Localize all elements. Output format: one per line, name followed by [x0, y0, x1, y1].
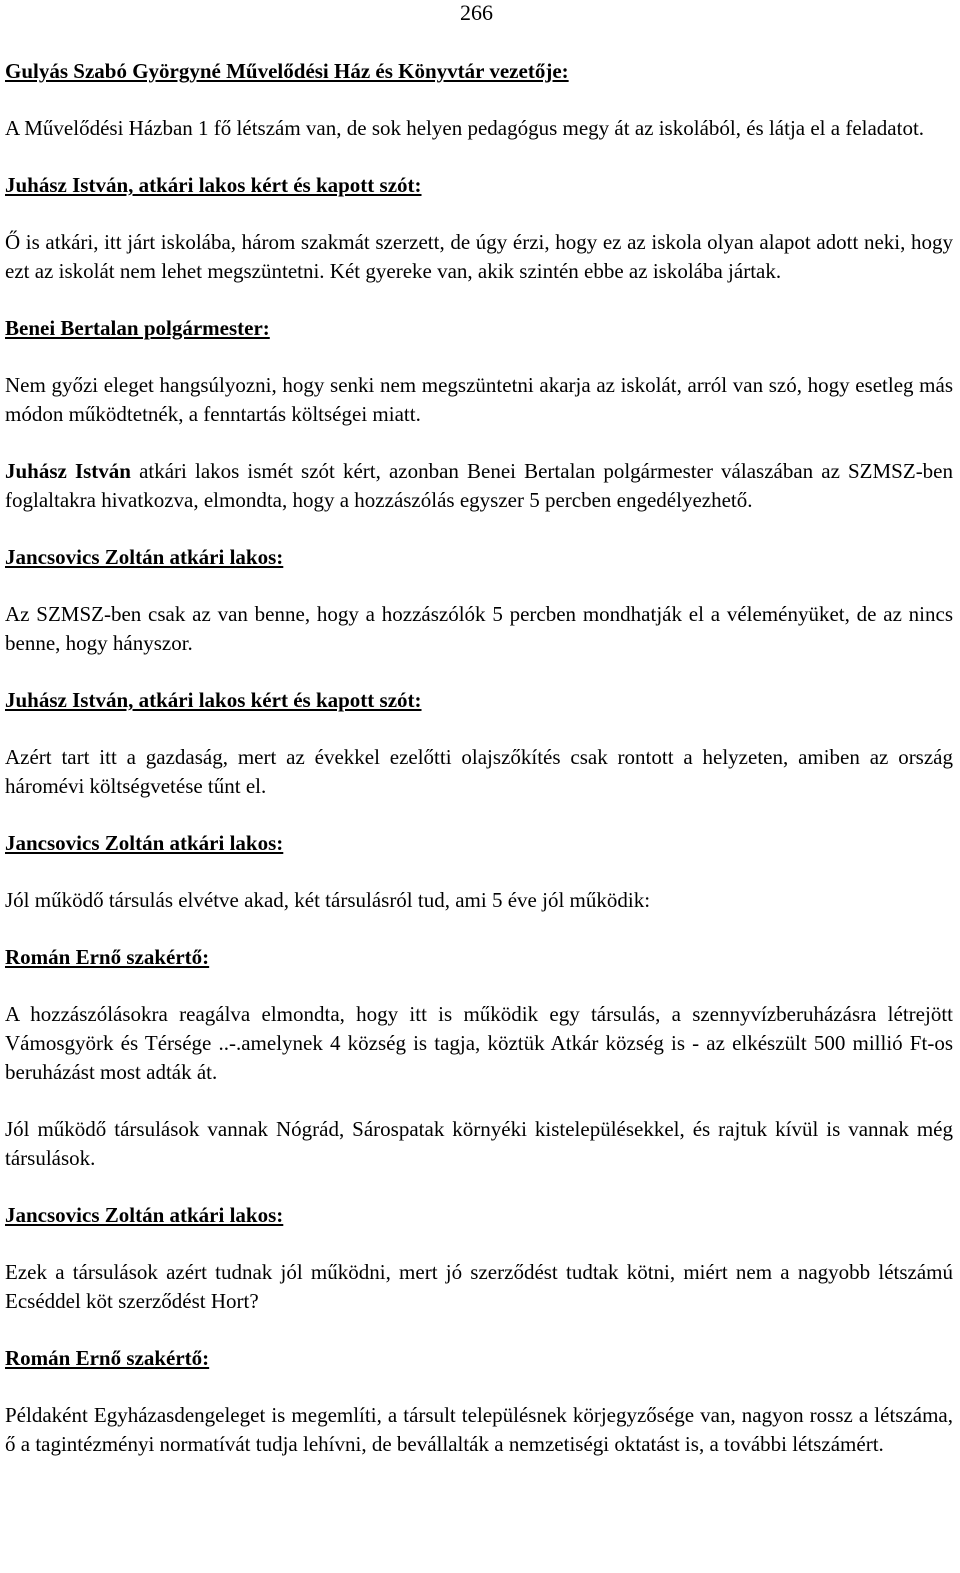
speaker-heading: Román Ernő szakértő:	[5, 945, 210, 969]
paragraph: Ő is atkári, itt járt iskolába, három szakmát szerzett, de úgy érzi, hogy ez az iskola olyan alapot adott neki, hogy ezt az iskolát nem lehet megszüntetni. Két gyereke van, akik szintén ebbe az iskolába jártak.	[5, 230, 953, 283]
paragraph: Azért tart itt a gazdaság, mert az évekkel ezelőtti olajszőkítés csak rontott a helyzeten, amiben az ország háromévi költségvetése tűnt el.	[5, 745, 953, 798]
document-body	[5, 57, 953, 1487]
speaker-heading: Juhász István, atkári lakos kért és kapott szót:	[5, 688, 422, 712]
bold-lead-name: Juhász István	[5, 459, 131, 483]
paragraph: Nem győzi eleget hangsúlyozni, hogy senki nem megszüntetni akarja az iskolát, arról van szó, hogy esetleg más módon működtetnék, a fenntartás költségei miatt.	[5, 373, 953, 426]
speaker-heading: Gulyás Szabó Györgyné Művelődési Ház és Könyvtár vezetője:	[5, 59, 569, 83]
speaker-heading: Benei Bertalan polgármester:	[5, 316, 270, 340]
paragraph: A hozzászólásokra reagálva elmondta, hogy itt is működik egy társulás, a szennyvízberuházásra létrejött Vámosgyörk és Térsége ..-.amelynek 4 község is tagja, köztük Atkár község is - az elkészült 500 millió Ft-os beruházást most adták át.	[5, 1002, 953, 1084]
paragraph: Az SZMSZ-ben csak az van benne, hogy a hozzászólók 5 percben mondhatják el a véleményüket, de az nincs benne, hogy hányszor.	[5, 602, 953, 655]
paragraph: Jól működő társulások vannak Nógrád, Sárospatak környéki kistelepülésekkel, és rajtuk kívül is vannak még társulások.	[5, 1117, 953, 1170]
paragraph: A Művelődési Házban 1 fő létszám van, de sok helyen pedagógus megy át az iskolából, és látja el a feladatot.	[5, 116, 925, 140]
paragraph-text: atkári lakos ismét szót kért, azonban Benei Bertalan polgármester válaszában az SZMSZ-ben foglaltakra hivatkozva, elmondta, hogy a hozzászólás egyszer 5 percben engedélyezhető.	[5, 459, 954, 512]
speaker-heading: Jancsovics Zoltán atkári lakos:	[5, 831, 284, 855]
speaker-heading: Jancsovics Zoltán atkári lakos:	[5, 545, 284, 569]
speaker-heading: Jancsovics Zoltán atkári lakos:	[5, 1203, 284, 1227]
paragraph: Példaként Egyházasdengeleget is megemlíti, a társult településnek körjegyzősége van, nagyon rossz a létszáma, ő a tagintézményi normatívát tudja lehívni, de bevállalták a nemzetiségi oktatást is, a további létszámért.	[5, 1403, 953, 1456]
speaker-heading: Juhász István, atkári lakos kért és kapott szót:	[5, 173, 422, 197]
paragraph: Jól működő társulás elvétve akad, két társulásról tud, ami 5 éve jól működik:	[5, 888, 651, 912]
paragraph: Ezek a társulások azért tudnak jól működni, mert jó szerződést tudtak kötni, miért nem a nagyobb létszámú Ecséddel köt szerződést Hort?	[5, 1260, 953, 1313]
speaker-heading: Román Ernő szakértő:	[5, 1346, 210, 1370]
paragraph-with-bold-lead	[5, 457, 953, 515]
page-number: 266	[460, 0, 493, 25]
